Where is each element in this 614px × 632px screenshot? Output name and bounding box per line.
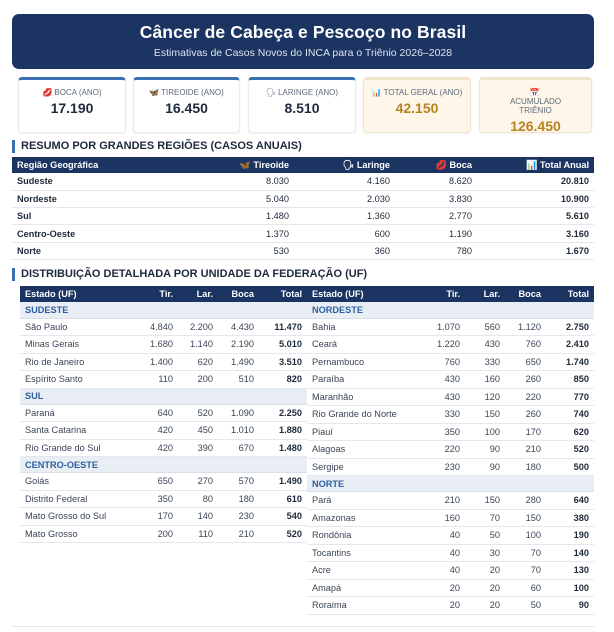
kpi-card-3 (363, 77, 471, 133)
uf-row (20, 508, 307, 526)
uf-name: Rio Grande do Sul (20, 439, 130, 457)
cell-boca: 210 (218, 525, 259, 543)
cell-lar: 20 (465, 597, 505, 615)
cell-laringe: 1.360 (294, 208, 395, 225)
cell-total: 1.670 (477, 242, 594, 259)
uf-header-row (20, 286, 307, 302)
cell-lar: 620 (178, 353, 218, 371)
uf-row (20, 353, 307, 371)
cell-lar: 90 (465, 458, 505, 476)
cell-lar: 90 (465, 441, 505, 459)
cell-boca: 1.090 (218, 404, 259, 422)
col-boca: Boca (505, 286, 546, 302)
uf-row (307, 336, 594, 354)
uf-name: Acre (307, 562, 417, 580)
col-total (477, 157, 594, 173)
uf-name: Santa Catarina (20, 422, 130, 440)
uf-name: Rio de Janeiro (20, 353, 130, 371)
uf-row (307, 544, 594, 562)
cell-tir: 650 (130, 473, 178, 491)
kpi-card-0 (18, 77, 126, 133)
cell-boca: 2.770 (395, 208, 477, 225)
region-name: Norte (12, 242, 202, 259)
bar-chart-icon: 📊 (525, 159, 538, 170)
uf-name: Pará (307, 492, 417, 510)
kpi-label (19, 88, 125, 97)
uf-row (307, 318, 594, 336)
uf-name: Amazonas (307, 509, 417, 527)
page-title: Câncer de Cabeça e Pescoço no Brasil (139, 22, 467, 42)
cell-total: 2.750 (546, 318, 594, 336)
uf-row (20, 422, 307, 440)
cell-total: 140 (546, 544, 594, 562)
kpi-value: 42.150 (395, 100, 439, 116)
col-laringe-label: Laringe (356, 159, 390, 170)
cell-boca: 1.190 (395, 225, 477, 242)
col-estado: Estado (UF) (307, 286, 417, 302)
cell-lar: 20 (465, 562, 505, 580)
cell-boca: 2.190 (218, 336, 259, 354)
region-name: Sul (12, 208, 202, 225)
uf-name: Piauí (307, 423, 417, 441)
cell-boca: 260 (505, 406, 546, 424)
cell-tir: 40 (417, 544, 465, 562)
region-name: Centro-Oeste (12, 225, 202, 242)
cell-boca: 280 (505, 492, 546, 510)
kpi-label (364, 88, 470, 97)
uf-name: Mato Grosso do Sul (20, 508, 130, 526)
cell-boca: 150 (505, 509, 546, 527)
kpi-label-text: BOCA (ANO) (54, 88, 102, 97)
cell-tir: 1.220 (417, 336, 465, 354)
cell-tir: 160 (417, 509, 465, 527)
cell-total: 820 (259, 371, 307, 389)
uf-group-label: NORDESTE (307, 302, 594, 318)
cell-boca: 670 (218, 439, 259, 457)
cell-boca: 780 (395, 242, 477, 259)
cell-tireoide: 1.370 (202, 225, 294, 242)
uf-row (20, 371, 307, 389)
page-subtitle: Estimativas de Casos Novos do INCA para o Triênio 2026–2028 (153, 47, 453, 59)
col-boca-label: Boca (449, 159, 472, 170)
cell-lar: 20 (465, 579, 505, 597)
cell-laringe: 4.160 (294, 173, 395, 190)
cell-total: 90 (546, 597, 594, 615)
uf-name: Bahia (307, 318, 417, 336)
cell-lar: 150 (465, 492, 505, 510)
uf-table-right (307, 286, 594, 615)
cell-lar: 390 (178, 439, 218, 457)
regions-table (12, 157, 594, 260)
kpi-label-text: TIREOIDE (ANO) (161, 88, 224, 97)
uf-name: Tocantins (307, 544, 417, 562)
cell-boca: 70 (505, 562, 546, 580)
cell-total: 540 (259, 508, 307, 526)
cell-tir: 1.070 (417, 318, 465, 336)
speaking-head-icon: 🗣 (342, 159, 355, 170)
uf-row (20, 336, 307, 354)
uf-name: Paraíba (307, 371, 417, 389)
uf-row (20, 473, 307, 491)
cell-tir: 230 (417, 458, 465, 476)
cell-tir: 350 (130, 490, 178, 508)
uf-group-label: SUDESTE (20, 302, 307, 318)
page-header (12, 14, 594, 69)
cell-tir: 110 (130, 371, 178, 389)
cell-lar: 450 (178, 422, 218, 440)
cell-boca: 1.010 (218, 422, 259, 440)
cell-lar: 110 (178, 525, 218, 543)
uf-name: Amapá (307, 579, 417, 597)
uf-name: Roraima (307, 597, 417, 615)
col-region: Região Geográfica (12, 157, 202, 173)
cell-lar: 560 (465, 318, 505, 336)
cell-tireoide: 5.040 (202, 190, 294, 207)
region-row (12, 242, 594, 259)
cell-boca: 230 (218, 508, 259, 526)
uf-name: Pernambuco (307, 353, 417, 371)
cell-total: 190 (546, 527, 594, 545)
col-tireoide-label: Tireoide (253, 159, 289, 170)
col-boca: Boca (218, 286, 259, 302)
cell-tir: 4.840 (130, 318, 178, 336)
cell-tir: 1.400 (130, 353, 178, 371)
uf-name: Minas Gerais (20, 336, 130, 354)
cell-total: 11.470 (259, 318, 307, 336)
cell-tir: 350 (417, 423, 465, 441)
uf-name: Mato Grosso (20, 525, 130, 543)
cell-lar: 70 (465, 509, 505, 527)
col-total-label: Total Anual (540, 159, 589, 170)
cell-boca: 3.830 (395, 190, 477, 207)
cell-tir: 330 (417, 406, 465, 424)
uf-header-row (307, 286, 594, 302)
cell-total: 2.410 (546, 336, 594, 354)
cell-boca: 760 (505, 336, 546, 354)
region-row (12, 225, 594, 242)
uf-name: Sergipe (307, 458, 417, 476)
cell-total: 3.510 (259, 353, 307, 371)
kpi-label (134, 88, 239, 97)
cell-total: 130 (546, 562, 594, 580)
cell-boca: 50 (505, 597, 546, 615)
uf-row (307, 388, 594, 406)
cell-laringe: 360 (294, 242, 395, 259)
cell-total: 850 (546, 371, 594, 389)
regions-section-title: RESUMO POR GRANDES REGIÕES (CASOS ANUAIS) (12, 140, 302, 153)
col-tir: Tir. (130, 286, 178, 302)
uf-name: Espírito Santo (20, 371, 130, 389)
uf-name: Goiás (20, 473, 130, 491)
uf-name: São Paulo (20, 318, 130, 336)
kpi-value: 126.450 (510, 118, 561, 134)
cell-tir: 420 (130, 439, 178, 457)
cell-tir: 640 (130, 404, 178, 422)
uf-row (20, 318, 307, 336)
cell-tir: 1.680 (130, 336, 178, 354)
cell-total: 520 (546, 441, 594, 459)
uf-row (20, 439, 307, 457)
cell-boca: 510 (218, 371, 259, 389)
cell-tireoide: 530 (202, 242, 294, 259)
cell-lar: 160 (465, 371, 505, 389)
cell-lar: 1.140 (178, 336, 218, 354)
kpi-card-1 (133, 77, 240, 133)
uf-name: Alagoas (307, 441, 417, 459)
uf-row (307, 423, 594, 441)
kpi-label (480, 88, 591, 115)
cell-tir: 420 (130, 422, 178, 440)
kpi-label-text: TOTAL GERAL (ANO) (383, 88, 463, 97)
bar-chart-icon: 📊 (371, 88, 382, 97)
cell-tir: 20 (417, 579, 465, 597)
col-lar: Lar. (465, 286, 505, 302)
uf-name: Maranhão (307, 388, 417, 406)
cell-tir: 430 (417, 371, 465, 389)
cell-laringe: 600 (294, 225, 395, 242)
cell-tir: 760 (417, 353, 465, 371)
kpi-label (249, 88, 355, 97)
cell-lar: 80 (178, 490, 218, 508)
uf-row (307, 597, 594, 615)
cell-lar: 330 (465, 353, 505, 371)
region-name: Nordeste (12, 190, 202, 207)
cell-tir: 40 (417, 527, 465, 545)
kpi-label-text: LARINGE (ANO) (278, 88, 339, 97)
col-tir: Tir. (417, 286, 465, 302)
cell-total: 20.810 (477, 173, 594, 190)
uf-name: Rondônia (307, 527, 417, 545)
uf-row (307, 579, 594, 597)
col-boca (395, 157, 477, 173)
cell-boca: 570 (218, 473, 259, 491)
uf-row (307, 441, 594, 459)
uf-row (307, 353, 594, 371)
uf-row (20, 490, 307, 508)
cell-total: 640 (546, 492, 594, 510)
uf-row (20, 525, 307, 543)
uf-row (307, 371, 594, 389)
cell-total: 610 (259, 490, 307, 508)
lips-icon: 💋 (42, 88, 53, 97)
uf-group-label: CENTRO-OESTE (20, 457, 307, 473)
cell-boca: 650 (505, 353, 546, 371)
cell-tir: 210 (417, 492, 465, 510)
cell-tir: 170 (130, 508, 178, 526)
cell-lar: 100 (465, 423, 505, 441)
cell-boca: 220 (505, 388, 546, 406)
cell-total: 1.480 (259, 439, 307, 457)
cell-boca: 260 (505, 371, 546, 389)
uf-table-left (20, 286, 307, 543)
cell-boca: 170 (505, 423, 546, 441)
cell-total: 5.010 (259, 336, 307, 354)
cell-lar: 270 (178, 473, 218, 491)
uf-group-row (307, 302, 594, 318)
cell-boca: 70 (505, 544, 546, 562)
cell-total: 10.900 (477, 190, 594, 207)
cell-boca: 60 (505, 579, 546, 597)
cell-total: 3.160 (477, 225, 594, 242)
kpi-card-4 (479, 77, 592, 133)
col-estado: Estado (UF) (20, 286, 130, 302)
uf-group-row (307, 476, 594, 492)
region-row (12, 190, 594, 207)
kpi-value: 17.190 (50, 100, 94, 116)
kpi-label-text: ACUMULADO TRIÊNIO (509, 97, 562, 115)
cell-lar: 30 (465, 544, 505, 562)
uf-name: Ceará (307, 336, 417, 354)
cell-tireoide: 1.480 (202, 208, 294, 225)
uf-group-label: NORTE (307, 476, 594, 492)
cell-lar: 430 (465, 336, 505, 354)
uf-row (307, 458, 594, 476)
col-lar: Lar. (178, 286, 218, 302)
butterfly-icon: 🦋 (149, 88, 160, 97)
cell-tir: 20 (417, 597, 465, 615)
region-row (12, 173, 594, 190)
uf-group-row (20, 388, 307, 404)
cell-boca: 4.430 (218, 318, 259, 336)
cell-total: 620 (546, 423, 594, 441)
cell-total: 100 (546, 579, 594, 597)
lips-icon: 💋 (435, 159, 447, 170)
cell-tir: 40 (417, 562, 465, 580)
uf-row (307, 562, 594, 580)
cell-tir: 200 (130, 525, 178, 543)
cell-boca: 1.120 (505, 318, 546, 336)
cell-total: 1.880 (259, 422, 307, 440)
cell-total: 5.610 (477, 208, 594, 225)
kpi-cards (12, 77, 594, 133)
cell-total: 380 (546, 509, 594, 527)
cell-lar: 120 (465, 388, 505, 406)
uf-name: Paraná (20, 404, 130, 422)
col-tireoide (202, 157, 294, 173)
cell-boca: 8.620 (395, 173, 477, 190)
uf-row (307, 509, 594, 527)
uf-section-title: DISTRIBUIÇÃO DETALHADA POR UNIDADE DA FEDERAÇÃO (UF) (12, 268, 367, 281)
cell-lar: 2.200 (178, 318, 218, 336)
cell-total: 2.250 (259, 404, 307, 422)
uf-row (307, 492, 594, 510)
cell-total: 770 (546, 388, 594, 406)
cell-lar: 200 (178, 371, 218, 389)
speaking-head-icon: 🗣 (265, 88, 277, 97)
regions-header-row (12, 157, 594, 173)
cell-lar: 50 (465, 527, 505, 545)
cell-boca: 180 (505, 458, 546, 476)
cell-tir: 430 (417, 388, 465, 406)
cell-lar: 140 (178, 508, 218, 526)
cell-total: 1.740 (546, 353, 594, 371)
kpi-value: 16.450 (165, 100, 208, 116)
cell-boca: 1.490 (218, 353, 259, 371)
uf-row (307, 527, 594, 545)
cell-total: 500 (546, 458, 594, 476)
uf-group-label: SUL (20, 388, 307, 404)
col-total: Total (259, 286, 307, 302)
uf-group-row (20, 457, 307, 473)
col-total: Total (546, 286, 594, 302)
cell-total: 1.490 (259, 473, 307, 491)
uf-name: Distrito Federal (20, 490, 130, 508)
cell-total: 740 (546, 406, 594, 424)
kpi-value: 8.510 (284, 100, 320, 116)
cell-laringe: 2.030 (294, 190, 395, 207)
cell-boca: 100 (505, 527, 546, 545)
region-row (12, 208, 594, 225)
uf-row (20, 404, 307, 422)
uf-row (307, 406, 594, 424)
bottom-divider (12, 626, 594, 627)
cell-lar: 520 (178, 404, 218, 422)
cell-boca: 210 (505, 441, 546, 459)
col-laringe (294, 157, 395, 173)
uf-name: Rio Grande do Norte (307, 406, 417, 424)
butterfly-icon: 🦋 (239, 159, 251, 170)
region-name: Sudeste (12, 173, 202, 190)
cell-tir: 220 (417, 441, 465, 459)
cell-boca: 180 (218, 490, 259, 508)
uf-group-row (20, 302, 307, 318)
cell-total: 520 (259, 525, 307, 543)
calendar-icon: 📅 (529, 88, 540, 97)
cell-tireoide: 8.030 (202, 173, 294, 190)
kpi-card-2 (248, 77, 356, 133)
cell-lar: 150 (465, 406, 505, 424)
